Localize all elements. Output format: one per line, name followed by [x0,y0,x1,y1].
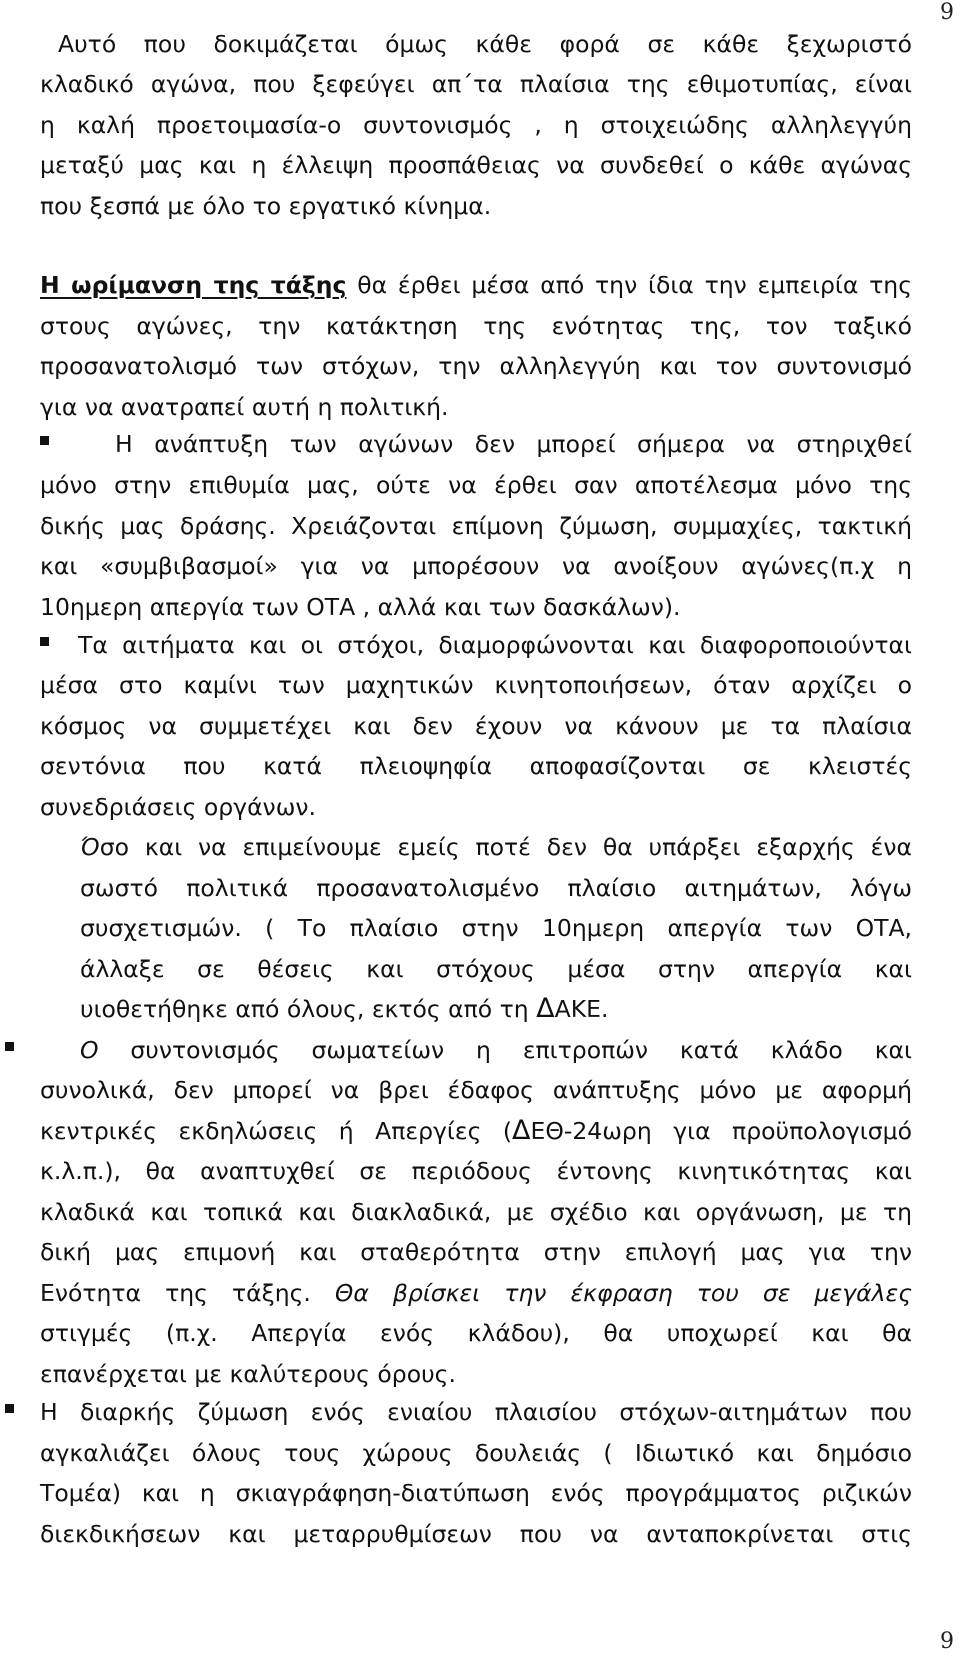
section-heading: Η ωρίμανση της τάξης [40,271,347,299]
p6-line-8: στιγμές (π.χ. Απεργία ενός κλάδου), θα υποχωρεί και θα [40,1319,912,1347]
p3-line-1: Η ανάπτυξη των αγώνων δεν μπορεί σήμερα να στηριχθεί [115,430,912,458]
p6-line-2: συνολικά, δεν μπορεί να βρει έδαφος ανάπτυξης μόνο με αφορμή [40,1076,912,1104]
p6-line-4: κ.λ.π.), θα αναπτυχθεί σε περιόδους έντονης κινητικότητας και [40,1157,912,1185]
p2-line-2: στους αγώνες, την κατάκτηση της ενότητας της, τον ταξικό [40,312,912,340]
p7-line-3: Τομέα) και η σκιαγράφηση-διατύπωση ενός προγράμματος ριζικών [40,1479,912,1507]
p6-line-1-text: συντονισμός σωματείων η επιτροπών κατά κλάδο και [98,1036,912,1064]
p4-line-2: μέσα στο καμίνι των μαχητικών κινητοποιήσεων, όταν αρχίζει ο [40,671,912,699]
p7-line-1: Η διαρκής ζύμωση ενός ενιαίου πλαισίου στόχων-αιτημάτων που [40,1398,912,1426]
square-bullet-icon [5,1404,14,1413]
p6-line-5: κλαδικά και τοπικά και διακλαδικά, με σχέδιο και οργάνωση, με τη [40,1198,912,1226]
p1-line-2: κλαδικό αγώνα, που ξεφεύγει απ΄τα πλαίσια της εθιμοτυπίας, είναι [40,70,912,98]
page-number-bottom: 9 [940,1629,954,1654]
p5-initial: Ό [80,833,100,861]
p1-line-4: μεταξύ μας και η έλλειψη προσπάθειας να συνδεθεί ο κάθε αγώνας [40,151,912,179]
p7-line-2: αγκαλιάζει όλους τους χώρους δουλειάς ( Ιδιωτικό και δημόσιο [40,1439,912,1467]
p3-line-5: 10ημερη απεργία των ΟΤΑ , αλλά και των δασκάλων). [40,593,681,621]
p2-line-1-rest: θα έρθει μέσα από την ίδια την εμπειρία της [346,271,912,299]
delta-letter: Δ [536,993,555,1024]
square-bullet-icon [40,637,49,646]
p4-line-3: κόσμος να συμμετέχει και δεν έχουν να κάνουν με τα πλαίσια [40,712,912,740]
p7-line-4: διεκδικήσεων και μεταρρυθμίσεων που να ανταποκρίνεται στις [40,1520,912,1548]
p5-line-5 [80,988,912,1030]
square-bullet-icon [40,436,49,445]
p6-line-3-prefix: κεντρικές εκδηλώσεις ή Απεργίες ( [40,1117,513,1145]
p5-line-1-text: σο και να επιμείνουμε εμείς ποτέ δεν θα υπάρξει εξαρχής ένα [99,833,912,861]
p5-line-5-suffix: ΑΚΕ. [554,995,609,1023]
p5-line-2: σωστό πολιτικά προσανατολισμένο πλαίσιο αιτημάτων, λόγω [80,874,912,902]
p6-line-7-prefix: Ενότητα της τάξης. [40,1279,335,1307]
p2-line-1 [40,264,912,306]
p1-line-3: η καλή προετοιμασία-ο συντονισμός , η στοιχειώδης αλληλεγγύη [40,111,912,139]
p6-line-1 [80,1029,912,1071]
p5-line-5-prefix: υιοθετήθηκε από όλους, εκτός από τη [80,995,537,1023]
page-number-top: 9 [940,0,954,25]
p6-initial: Ο [80,1036,99,1064]
p2-line-3: προσανατολισμό των στόχων, την αλληλεγγύη και τον συντονισμό [40,352,912,380]
p3-line-3: δικής μας δράσης. Χρειάζονται επίμονη ζύμωση, συμμαχίες, τακτική [40,512,912,540]
p6-line-7 [40,1272,912,1314]
p5-line-4: άλλαξε σε θέσεις και στόχους μέσα στην απεργία και [80,955,912,983]
p6-line-7-italic: Θα βρίσκει την έκφραση του σε μεγάλες [334,1279,912,1307]
p3-line-2: μόνο στην επιθυμία μας, ούτε να έρθει σαν αποτέλεσμα μόνο της [40,471,912,499]
square-bullet-icon [5,1042,14,1051]
p6-line-3-suffix: ΕΘ-24ωρη για προϋπολογισμό [530,1117,912,1145]
delta-letter: Δ [512,1115,531,1146]
p3-line-4: και «συμβιβασμοί» για να μπορέσουν να ανοίξουν αγώνες(π.χ η [40,552,912,580]
p4-line-1: Τα αιτήματα και οι στόχοι, διαμορφώνονται και διαφοροποιούνται [78,631,912,659]
p1-line-1: Αυτό που δοκιμάζεται όμως κάθε φορά σε κάθε ξεχωριστό [58,30,912,58]
p5-line-3: συσχετισμών. ( Το πλαίσιο στην 10ημερη απεργία των ΟΤΑ, [80,914,912,942]
p6-line-9: επανέρχεται με καλύτερους όρους. [40,1360,456,1388]
p6-line-6: δική μας επιμονή και σταθερότητα στην επιλογή μας για την [40,1238,912,1266]
p4-line-5: συνεδριάσεις οργάνων. [40,793,316,821]
p1-line-5: που ξεσπά με όλο το εργατικό κίνημα. [40,192,492,220]
p6-line-3 [40,1110,912,1152]
p5-line-1 [80,826,912,868]
p2-line-4: για να ανατραπεί αυτή η πολιτική. [40,393,449,421]
p4-line-4: σεντόνια που κατά πλειοψηφία αποφασίζονται σε κλειστές [40,752,912,780]
